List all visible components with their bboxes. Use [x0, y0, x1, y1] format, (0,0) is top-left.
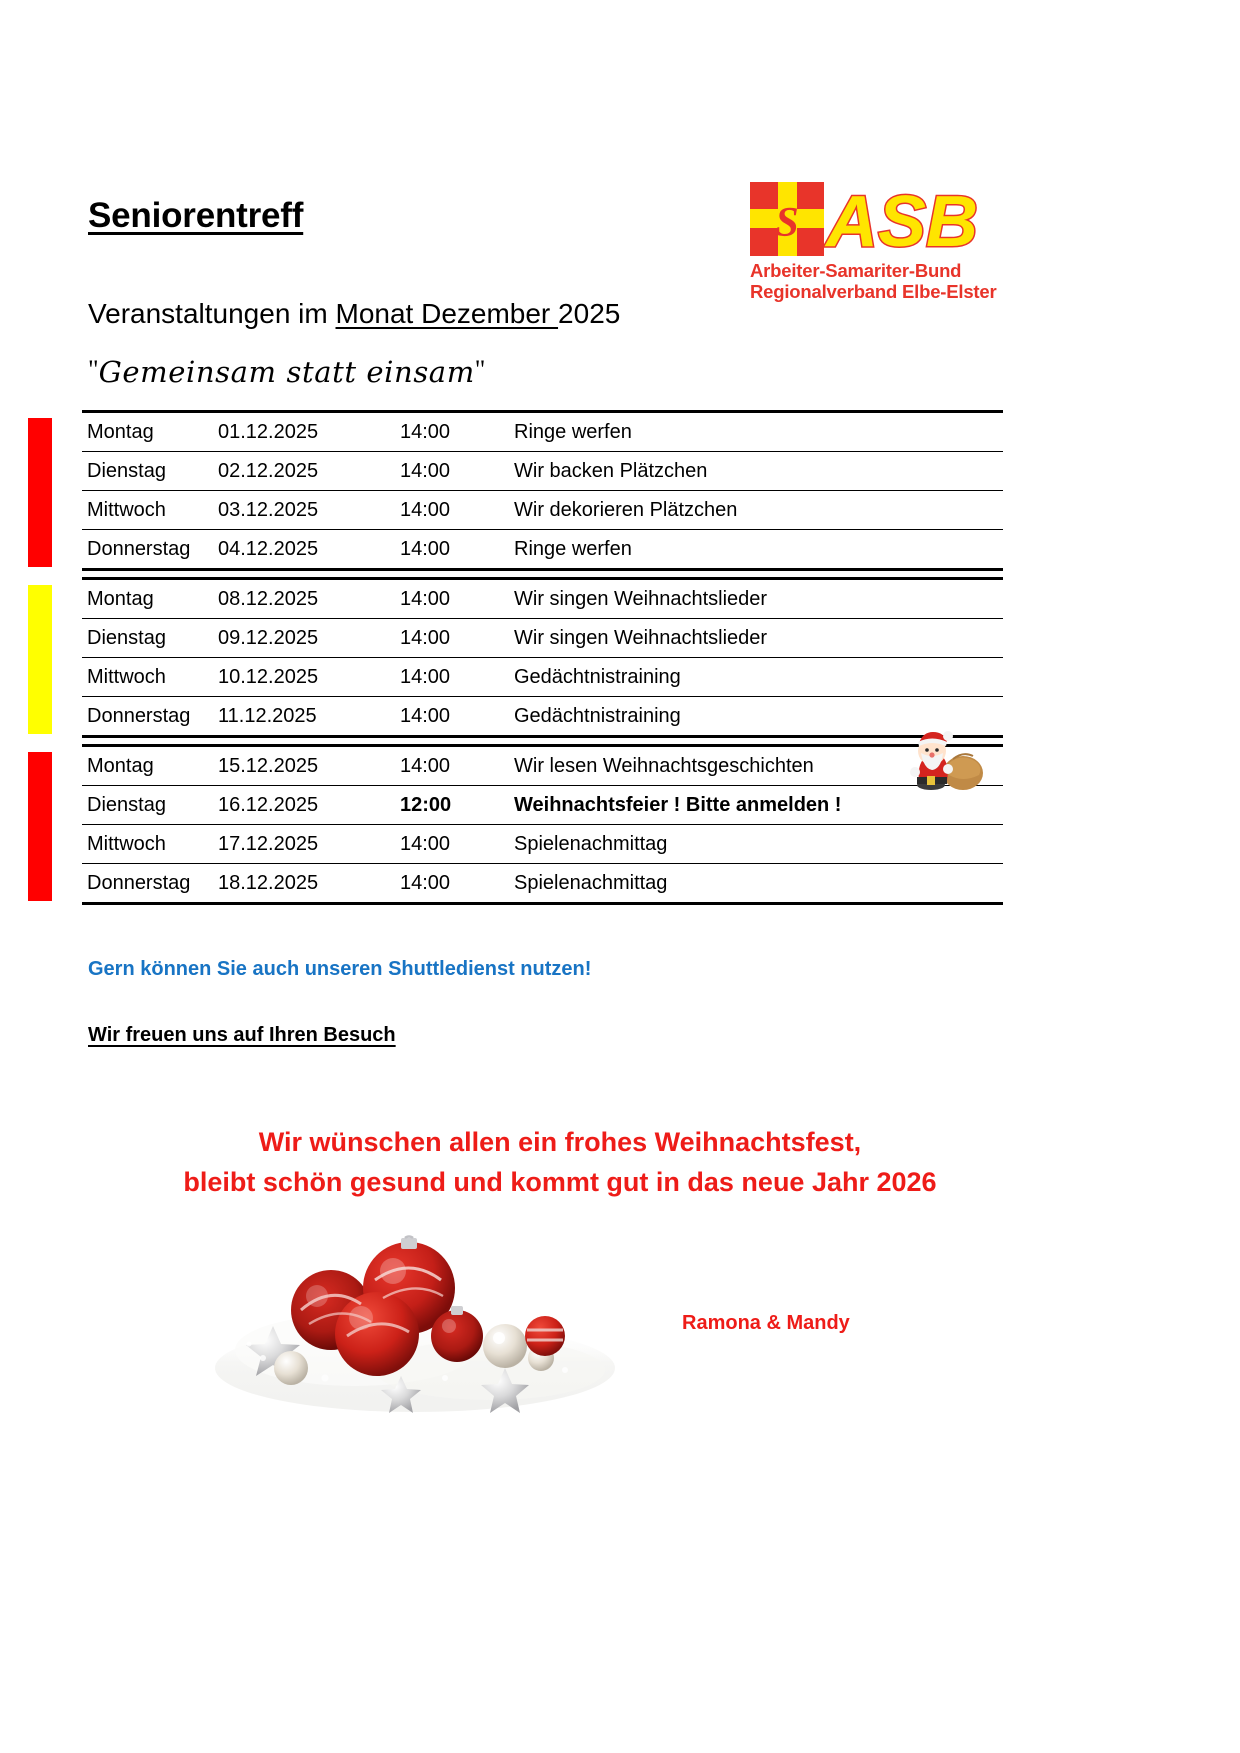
table-row: [82, 697, 1003, 735]
table-row: [82, 619, 1003, 658]
asb-logo: [748, 180, 1000, 300]
event-title: Weihnachtsfeier ! Bitte anmelden !: [514, 793, 842, 816]
schedule-group-rows: [82, 744, 1003, 905]
event-day: Donnerstag: [87, 704, 191, 727]
event-date: 11.12.2025: [218, 704, 317, 727]
christmas-greeting: [0, 1122, 1120, 1202]
event-time: 14:00: [400, 704, 451, 727]
motto-text: Gemeinsam statt einsam: [98, 355, 475, 389]
table-row: [82, 786, 1003, 825]
event-date: 18.12.2025: [218, 871, 319, 894]
event-time: 14:00: [400, 420, 451, 443]
page-title: Seniorentreff: [88, 196, 304, 235]
event-day: Montag: [87, 420, 154, 443]
event-day: Montag: [87, 754, 154, 777]
event-date: 04.12.2025: [218, 537, 319, 560]
table-row: [82, 530, 1003, 568]
svg-text:S: S: [775, 200, 799, 246]
event-title: Ringe werfen: [514, 420, 632, 443]
table-row: [82, 580, 1003, 619]
event-date: 15.12.2025: [218, 754, 319, 777]
christmas-baubles-photo: [205, 1218, 625, 1413]
greeting-line-1: Wir wünschen allen ein frohes Weihnachtsfest,: [258, 1127, 862, 1157]
table-row: [82, 747, 1003, 786]
event-time: 14:00: [400, 498, 451, 521]
motto: [88, 355, 485, 390]
subtitle-year: 2025: [558, 298, 621, 329]
event-title: Wir backen Plätzchen: [514, 459, 708, 482]
table-row: [82, 413, 1003, 452]
asb-logo-region: Regionalverband Elbe-Elster: [750, 281, 997, 302]
event-day: Montag: [87, 587, 154, 610]
event-day: Dienstag: [87, 793, 166, 816]
week-marker-yellow: [28, 585, 52, 734]
event-time: 12:00: [400, 793, 452, 816]
week-marker-red-2: [28, 752, 52, 901]
asb-logo-name: Arbeiter-Samariter-Bund: [750, 260, 962, 281]
subtitle-prefix: Veranstaltungen im: [88, 298, 336, 329]
event-title: Wir dekorieren Plätzchen: [514, 498, 738, 521]
visit-note: Wir freuen uns auf Ihren Besuch: [88, 1024, 396, 1046]
subtitle-month: Monat Dezember: [335, 298, 559, 329]
schedule-group-rows: [82, 577, 1003, 738]
table-row: [82, 491, 1003, 530]
event-title: Gedächtnistraining: [514, 704, 681, 727]
santa-claus-icon: [901, 729, 987, 791]
event-title: Spielenachmittag: [514, 871, 668, 894]
motto-open-quote: ": [88, 355, 99, 384]
event-day: Mittwoch: [87, 832, 166, 855]
table-row: [82, 452, 1003, 491]
event-date: 10.12.2025: [218, 665, 319, 688]
event-date: 09.12.2025: [218, 626, 319, 649]
greeting-line-2: bleibt schön gesund und kommt gut in das neue Jahr 2026: [183, 1167, 937, 1197]
event-day: Dienstag: [87, 459, 166, 482]
event-date: 17.12.2025: [218, 832, 319, 855]
event-title: Wir lesen Weihnachtsgeschichten: [514, 754, 814, 777]
event-time: 14:00: [400, 626, 451, 649]
event-date: 01.12.2025: [218, 420, 319, 443]
table-row: [82, 825, 1003, 864]
event-day: Dienstag: [87, 626, 166, 649]
svg-text:ASB: ASB: [826, 182, 979, 258]
schedule-group: [0, 744, 1240, 905]
event-day: Donnerstag: [87, 537, 191, 560]
motto-close-quote: ": [474, 355, 486, 384]
event-title: Spielenachmittag: [514, 832, 668, 855]
event-title: Wir singen Weihnachtslieder: [514, 587, 768, 610]
event-time: 14:00: [400, 665, 451, 688]
event-date: 16.12.2025: [218, 793, 319, 816]
subtitle: [88, 298, 620, 330]
schedule-group-rows: [82, 410, 1003, 571]
event-date: 08.12.2025: [218, 587, 319, 610]
event-title: Ringe werfen: [514, 537, 632, 560]
event-time: 14:00: [400, 537, 451, 560]
week-marker-red-1: [28, 418, 52, 567]
event-title: Gedächtnistraining: [514, 665, 681, 688]
table-row: [82, 658, 1003, 697]
event-title: Wir singen Weihnachtslieder: [514, 626, 768, 649]
event-day: Mittwoch: [87, 498, 166, 521]
schedule-table: [0, 410, 1240, 911]
event-time: 14:00: [400, 459, 451, 482]
schedule-group: [0, 577, 1240, 738]
event-time: 14:00: [400, 587, 451, 610]
event-time: 14:00: [400, 754, 451, 777]
event-day: Donnerstag: [87, 871, 191, 894]
shuttle-note: Gern können Sie auch unseren Shuttledienst nutzen!: [88, 958, 592, 980]
signature: Ramona & Mandy: [682, 1312, 850, 1334]
table-row: [82, 864, 1003, 902]
event-date: 02.12.2025: [218, 459, 319, 482]
asb-logo-mark-icon: [748, 180, 998, 258]
event-time: 14:00: [400, 832, 451, 855]
schedule-group: [0, 410, 1240, 571]
event-day: Mittwoch: [87, 665, 166, 688]
event-date: 03.12.2025: [218, 498, 319, 521]
event-time: 14:00: [400, 871, 451, 894]
